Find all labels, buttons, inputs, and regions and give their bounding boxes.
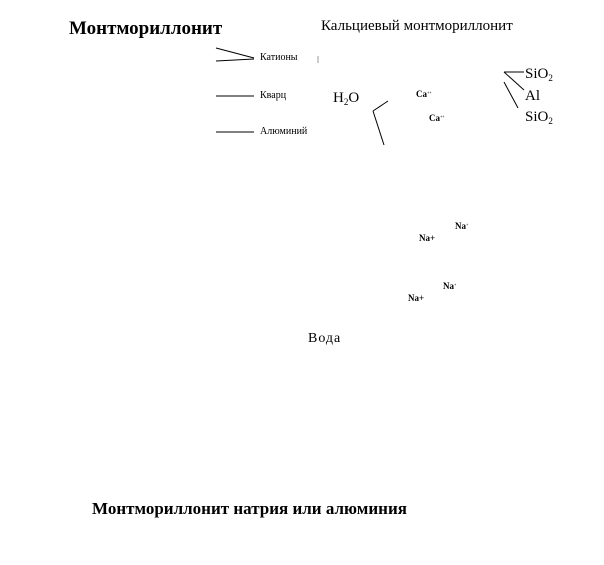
sio2-top-base: SiO <box>525 66 549 82</box>
sio2-bottom <box>525 110 553 125</box>
al-label: Al <box>525 88 540 104</box>
ion-2-sup: ++ <box>440 113 445 119</box>
water-label: Вода <box>308 331 342 346</box>
na-4-sup: + <box>454 281 457 287</box>
calcium-ion-2 <box>429 114 445 123</box>
water-tail: O <box>348 90 360 106</box>
calcium-ion-1 <box>416 90 432 99</box>
bottom-title: Монтмориллонит натрия или алюминия <box>92 499 407 518</box>
legend-quartz: Кварц <box>260 90 287 101</box>
ion-2-base: Ca <box>429 113 440 123</box>
main-title: Монтмориллонит <box>69 18 223 39</box>
sio2-top <box>525 67 553 82</box>
sodium-ion-1: Na+ <box>419 233 436 243</box>
sodium-ion-2 <box>455 222 468 231</box>
sodium-ion-4 <box>443 282 456 291</box>
water-base: H <box>333 90 344 106</box>
calcium-title: Кальциевый монтмориллонит <box>321 18 513 34</box>
sio2-top-sub: 2 <box>548 73 553 84</box>
na-2-sup: + <box>466 221 469 227</box>
water-line-b <box>373 111 384 145</box>
sio2-bottom-sub: 2 <box>548 116 553 127</box>
sio2-bottom-base: SiO <box>525 109 549 125</box>
sodium-ion-3: Na+ <box>408 293 425 303</box>
legend-aluminum: Алюминий <box>260 126 308 137</box>
water-formula <box>333 91 359 106</box>
water-line-a <box>373 101 388 111</box>
ion-1-sup: ++ <box>427 89 432 95</box>
sio2-line-c <box>504 82 518 108</box>
ion-1-base: Ca <box>416 89 427 99</box>
cations-line-a <box>216 48 254 58</box>
na-2-base: Na <box>455 221 466 231</box>
water-sub: 2 <box>343 97 349 108</box>
cations-line-b <box>216 59 254 61</box>
na-4-base: Na <box>443 281 454 291</box>
legend-cations: Катионы <box>260 52 298 63</box>
